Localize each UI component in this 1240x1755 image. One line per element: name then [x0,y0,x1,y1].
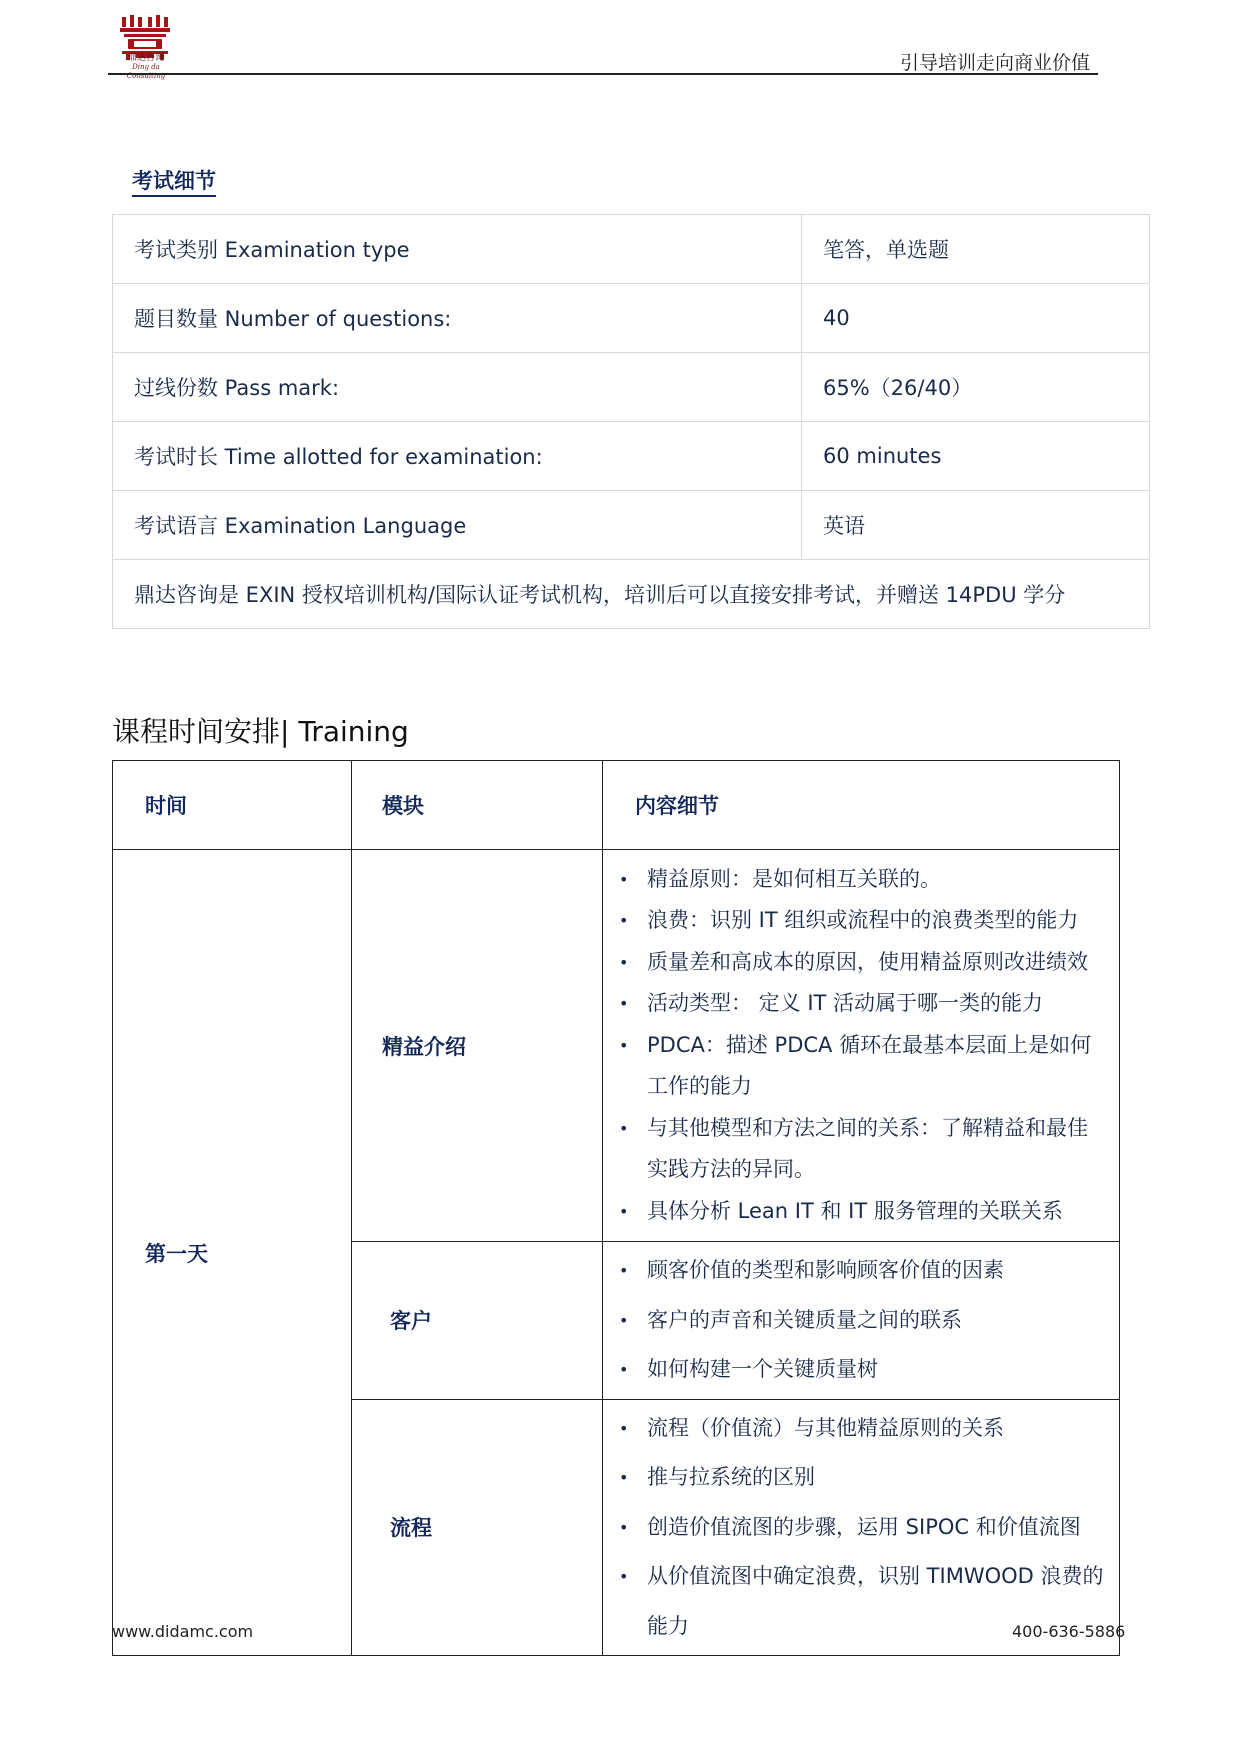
table-row [113,215,1150,284]
table-row [113,353,1150,422]
module-name: 客户 [352,1242,603,1400]
logo-caption [114,54,178,81]
exam-value: 40 [802,284,1150,353]
table-row [113,850,1120,1242]
list-item: • 推与拉系统的区别 [617,1453,1107,1503]
day-label: 第一天 [113,850,352,1656]
exam-details-table [112,214,1150,629]
exam-label: 题目数量 Number of questions: [113,284,802,353]
logo-caption-cn: 鼎达咨询 [127,53,164,63]
exam-label: 考试类别 Examination type [113,215,802,284]
table-row [113,560,1150,629]
list-item: • 顾客价值的类型和影响顾客价值的因素 [617,1246,1107,1296]
training-section-title: 课程时间安排| Training [112,715,409,748]
exam-label: 过线份数 Pass mark: [113,353,802,422]
list-item: • 如何构建一个关键质量树 [617,1345,1107,1395]
table-header-row [113,761,1120,850]
table-row [113,491,1150,560]
exam-value: 笔答，单选题 [802,215,1150,284]
list-item: • 从价值流图中确定浪费，识别 TIMWOOD 浪费的能力 [617,1552,1107,1651]
list-item: • 质量差和高成本的原因，使用精益原则改进绩效 [617,942,1107,984]
header-module: 模块 [352,761,603,850]
exam-label: 考试语言 Examination Language [113,491,802,560]
module-content [603,850,1120,1242]
content-list [617,1404,1107,1652]
logo-caption-en: Ding da Consulting [126,63,166,80]
module-content [603,1242,1120,1400]
list-item: • 精益原则：是如何相互关联的。 [617,859,1107,901]
table-row [113,422,1150,491]
list-item: • 与其他模型和方法之间的关系：了解精益和最佳实践方法的异同。 [617,1108,1107,1191]
header-slogan: 引导培训走向商业价值 [900,52,1091,74]
exam-note: 鼎达咨询是 EXIN 授权培训机构/国际认证考试机构，培训后可以直接安排考试，并赠送 14PDU 学分 [113,560,1150,629]
content-list [617,859,1107,1233]
module-name: 流程 [352,1399,603,1656]
list-item: • 创造价值流图的步骤，运用 SIPOC 和价值流图 [617,1503,1107,1553]
footer-phone: 400-636-5886 [1012,1622,1126,1641]
module-name: 精益介绍 [352,850,603,1242]
list-item: • 流程（价值流）与其他精益原则的关系 [617,1404,1107,1454]
exam-value: 英语 [802,491,1150,560]
training-schedule-table [112,760,1120,1656]
footer-website: www.didamc.com [112,1622,254,1641]
exam-value: 60 minutes [802,422,1150,491]
exam-section-title: 考试细节 [132,168,216,197]
list-item: • 客户的声音和关键质量之间的联系 [617,1296,1107,1346]
exam-label: 考试时长 Time allotted for examination: [113,422,802,491]
list-item: • 活动类型： 定义 IT 活动属于哪一类的能力 [617,983,1107,1025]
header-divider [108,73,1098,75]
list-item: • 具体分析 Lean IT 和 IT 服务管理的关联关系 [617,1191,1107,1233]
header-content: 内容细节 [603,761,1120,850]
exam-value: 65%（26/40） [802,353,1150,422]
list-item: • 浪费：识别 IT 组织或流程中的浪费类型的能力 [617,900,1107,942]
content-list [617,1246,1107,1395]
list-item: • PDCA：描述 PDCA 循环在最基本层面上是如何工作的能力 [617,1025,1107,1108]
table-row [113,284,1150,353]
header-time: 时间 [113,761,352,850]
module-content [603,1399,1120,1656]
